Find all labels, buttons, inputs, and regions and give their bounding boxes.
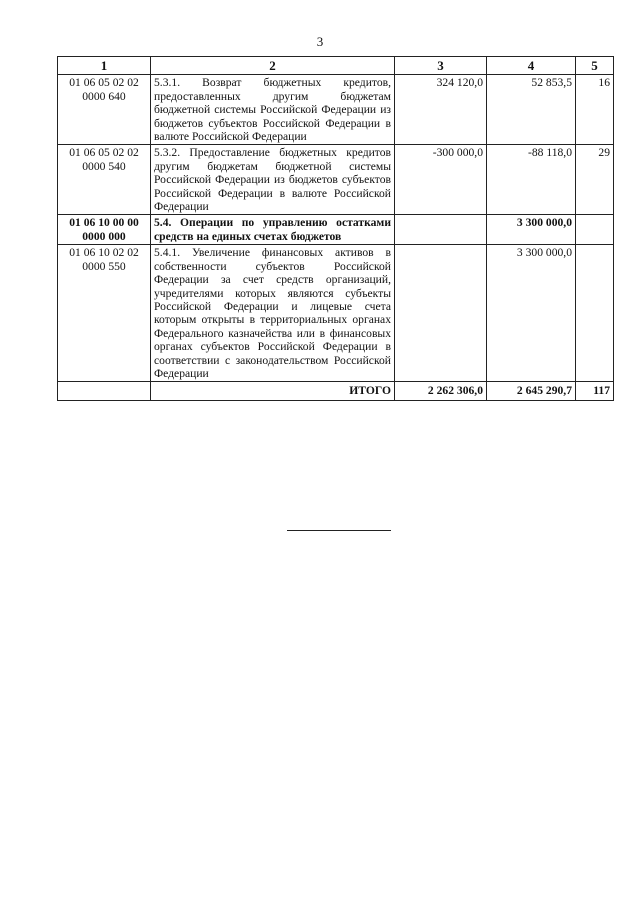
row-description: 5.3.2. Предоставление бюджетных кредитов другим бюджетам бюджетной системы Российской Федерации из бюджетов субъектов Российской Федерации в валюте Российской Федерации <box>151 145 395 215</box>
table-row <box>58 245 614 382</box>
total-col3: 2 262 306,0 <box>395 382 487 400</box>
row-description: 5.4. Операции по управлению остатками средств на единых счетах бюджетов <box>151 215 395 245</box>
row-description: 5.4.1. Увеличение финансовых активов в собственности субъектов Российской Федерации за счет средств организаций, учредителями которых являются субъекты Российской Федерации и лицевые счета которым открыты в территориальных органах Федерального казначейства или в финансовых органах субъектов Российской Федерации в соответствии с законодательством Российской Федерации <box>151 245 395 382</box>
row-code: 01 06 05 02 02 0000 640 <box>58 75 151 145</box>
header-col-1: 1 <box>58 57 151 75</box>
table-total-row <box>58 382 614 400</box>
row-value-col5: 29 <box>576 145 614 215</box>
total-col5: 117 <box>576 382 614 400</box>
table-row <box>58 75 614 145</box>
row-code: 01 06 10 00 00 0000 000 <box>58 215 151 245</box>
header-col-3: 3 <box>395 57 487 75</box>
row-value-col3: -300 000,0 <box>395 145 487 215</box>
row-value-col4: -88 118,0 <box>487 145 576 215</box>
table-header-row <box>58 57 614 75</box>
page-number: 3 <box>316 34 324 49</box>
table-row-section <box>58 215 614 245</box>
row-value-col4: 3 300 000,0 <box>487 215 576 245</box>
row-code: 01 06 05 02 02 0000 540 <box>58 145 151 215</box>
budget-sources-table <box>57 56 614 401</box>
row-value-col5 <box>576 215 614 245</box>
row-value-col3: 324 120,0 <box>395 75 487 145</box>
row-description: 5.3.1. Возврат бюджетных кредитов, предоставленных другим бюджетам бюджетной системы Российской Федерации из бюджетов субъектов Российской Федерации в валюте Российской Федерации <box>151 75 395 145</box>
row-value-col5: 16 <box>576 75 614 145</box>
header-col-4: 4 <box>487 57 576 75</box>
total-col4: 2 645 290,7 <box>487 382 576 400</box>
row-value-col4: 52 853,5 <box>487 75 576 145</box>
row-value-col3 <box>395 245 487 382</box>
total-empty-cell <box>58 382 151 400</box>
total-label: ИТОГО <box>151 382 395 400</box>
row-value-col5 <box>576 245 614 382</box>
table-row <box>58 145 614 215</box>
row-code: 01 06 10 02 02 0000 550 <box>58 245 151 382</box>
end-of-document-rule <box>287 530 391 531</box>
row-value-col4: 3 300 000,0 <box>487 245 576 382</box>
row-value-col3 <box>395 215 487 245</box>
header-col-5: 5 <box>576 57 614 75</box>
header-col-2: 2 <box>151 57 395 75</box>
